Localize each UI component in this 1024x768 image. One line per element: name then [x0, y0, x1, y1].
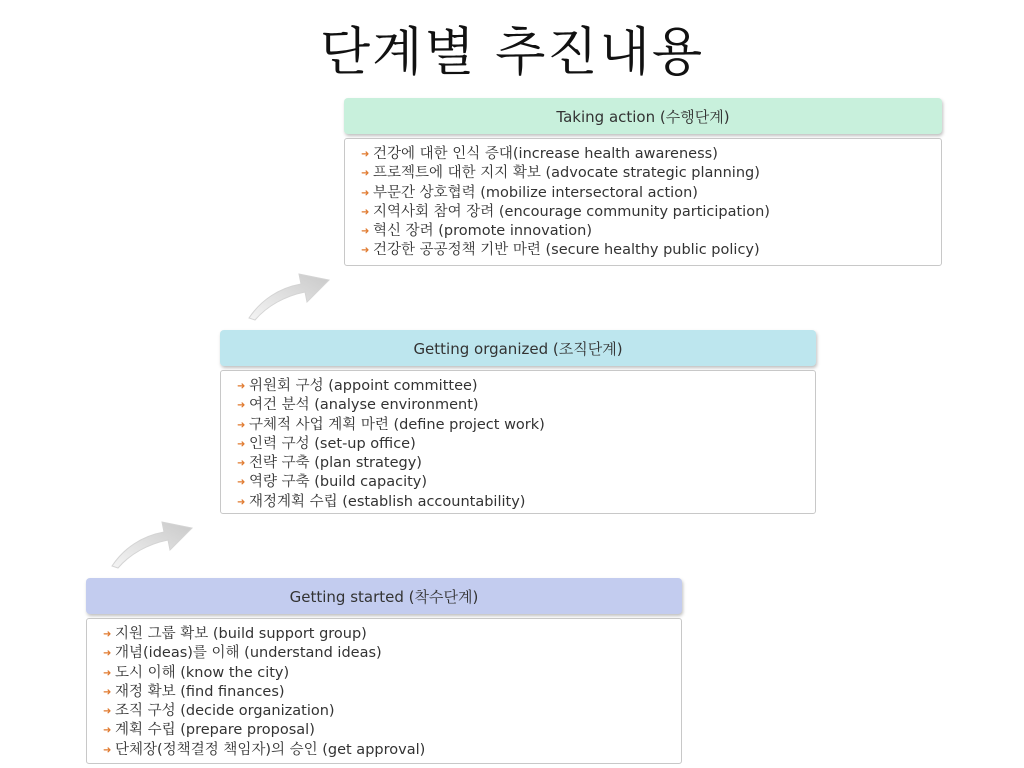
bullet-arrow-icon: ➜ — [237, 477, 246, 489]
list-item-text: 여건 분석 (analyse environment) — [249, 397, 479, 414]
list-item-text: 구체적 사업 계획 마련 (define project work) — [249, 416, 545, 433]
bullet-arrow-icon: ➜ — [237, 458, 246, 470]
bullet-arrow-icon: ➜ — [237, 381, 246, 392]
list-item — [237, 416, 815, 435]
list-item — [103, 683, 681, 702]
list-item-text: 단체장(정책결정 책임자)의 승인 (get approval) — [115, 741, 426, 758]
bullet-arrow-icon: ➜ — [103, 648, 112, 660]
curved-up-arrow-icon — [245, 270, 335, 322]
stage-list-getting-organized — [220, 370, 816, 514]
list-item — [237, 377, 815, 396]
stage-taking-action — [344, 98, 942, 266]
list-item — [237, 435, 815, 454]
curved-up-arrow-icon — [108, 518, 198, 570]
stage-getting-started — [86, 578, 682, 764]
list-item — [237, 493, 815, 512]
list-item — [237, 473, 815, 492]
list-item — [237, 454, 815, 473]
list-item-text: 부문간 상호협력 (mobilize intersectoral action) — [373, 184, 698, 201]
list-item — [103, 702, 681, 721]
list-item-text: 건강한 공공정책 기반 마련 (secure healthy public policy) — [373, 242, 760, 259]
list-item-text: 지원 그룹 확보 (build support group) — [115, 626, 367, 642]
bullet-arrow-icon: ➜ — [237, 438, 246, 450]
list-item-text: 조직 구성 (decide organization) — [115, 703, 335, 720]
bullet-arrow-icon: ➜ — [361, 149, 370, 160]
list-item — [103, 741, 681, 760]
list-item — [361, 241, 941, 260]
stage-header-getting-started — [86, 578, 682, 614]
bullet-arrow-icon: ➜ — [103, 706, 112, 718]
stage-header-taking-action — [344, 98, 942, 134]
list-item-text: 도시 이해 (know the city) — [115, 664, 290, 681]
list-item-text: 재정계획 수립 (establish accountability) — [249, 493, 526, 510]
list-item-text: 재정 확보 (find finances) — [115, 683, 285, 700]
slide-title: 단계별 추진내용 — [319, 23, 705, 83]
list-item-text: 지역사회 참여 장려 (encourage community participation) — [373, 203, 770, 220]
stage-getting-organized — [220, 330, 816, 514]
stage-header-label: Taking action (수행단계) — [556, 107, 730, 126]
list-item — [103, 625, 681, 644]
bullet-arrow-icon: ➜ — [103, 667, 112, 679]
list-item — [361, 184, 941, 203]
list-item — [361, 222, 941, 241]
bullet-arrow-icon: ➜ — [361, 226, 370, 238]
list-item-text: 위원회 구성 (appoint committee) — [249, 378, 478, 394]
list-item-text: 역량 구축 (build capacity) — [249, 474, 428, 491]
bullet-arrow-icon: ➜ — [237, 419, 246, 431]
list-item — [103, 664, 681, 683]
stage-header-label: Getting organized (조직단계) — [413, 339, 623, 358]
bullet-arrow-icon: ➜ — [237, 400, 246, 412]
list-item-text: 프로젝트에 대한 지지 확보 (advocate strategic planning) — [373, 165, 760, 182]
stage-list-getting-started — [86, 618, 682, 764]
bullet-arrow-icon: ➜ — [103, 629, 112, 640]
list-item-text: 개념(ideas)를 이해 (understand ideas) — [115, 645, 382, 662]
bullet-arrow-icon: ➜ — [361, 168, 370, 180]
list-item-text: 혁신 장려 (promote innovation) — [373, 223, 593, 240]
bullet-arrow-icon: ➜ — [237, 496, 246, 508]
bullet-arrow-icon: ➜ — [103, 725, 112, 737]
list-item — [361, 164, 941, 183]
list-item — [361, 145, 941, 164]
stage-header-label: Getting started (착수단계) — [289, 587, 479, 606]
stage-header-getting-organized — [220, 330, 816, 366]
bullet-arrow-icon: ➜ — [103, 686, 112, 698]
list-item — [237, 396, 815, 415]
bullet-arrow-icon: ➜ — [361, 187, 370, 199]
list-item-text: 전략 구축 (plan strategy) — [249, 455, 422, 472]
bullet-arrow-icon: ➜ — [361, 245, 370, 257]
list-item — [361, 203, 941, 222]
stage-list-taking-action — [344, 138, 942, 266]
list-item-text: 인력 구성 (set-up office) — [249, 435, 416, 452]
list-item-text: 계획 수립 (prepare proposal) — [115, 722, 315, 739]
list-item — [103, 721, 681, 740]
bullet-arrow-icon: ➜ — [361, 206, 370, 218]
bullet-arrow-icon: ➜ — [103, 744, 112, 756]
list-item-text: 건강에 대한 인식 증대(increase health awareness) — [373, 146, 718, 162]
list-item — [103, 644, 681, 663]
